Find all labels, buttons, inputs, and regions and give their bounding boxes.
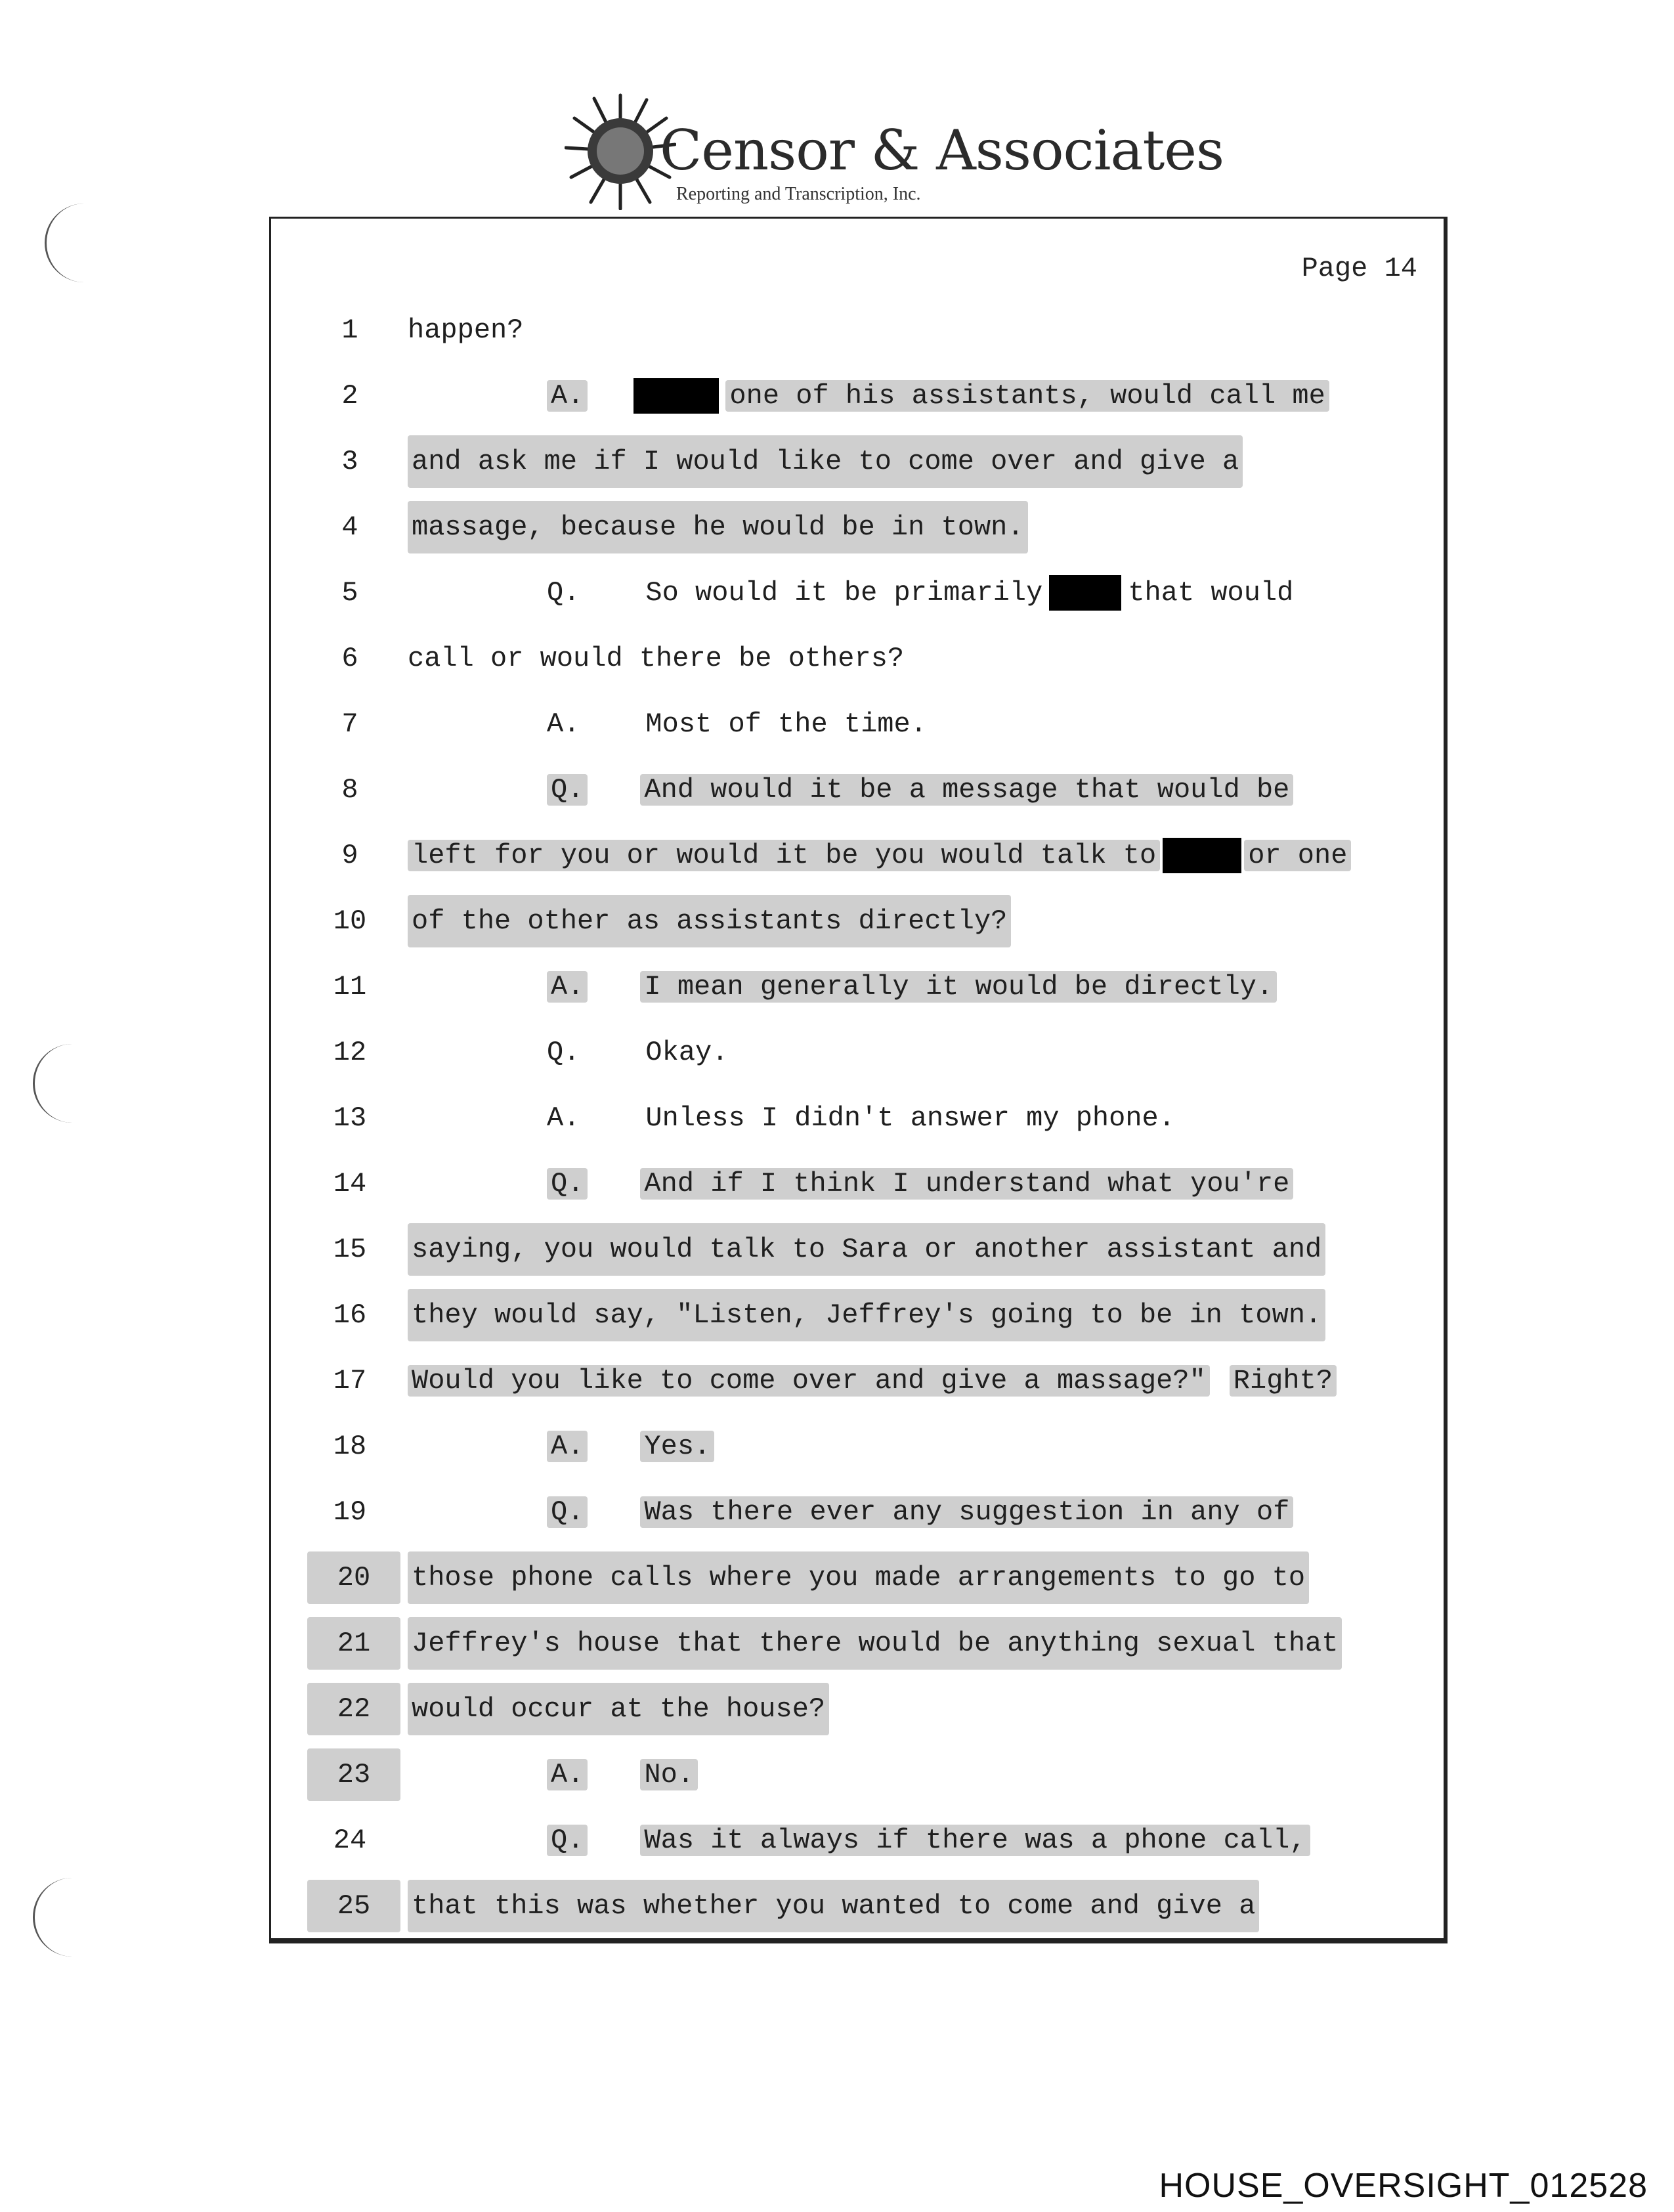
company-logo xyxy=(565,92,1224,217)
redaction-block xyxy=(1049,575,1121,611)
line-number: 13 xyxy=(333,1102,367,1134)
line-text-cont: that would xyxy=(1128,577,1294,609)
line-text: happen? xyxy=(408,314,524,346)
speaker-label: A. xyxy=(547,1759,588,1790)
line-text: Jeffrey's house that there would be anything sexual that xyxy=(408,1617,1342,1670)
line-number: 4 xyxy=(341,511,358,543)
line-text: one of his assistants, would call me xyxy=(725,380,1329,412)
line-number: 3 xyxy=(341,446,358,477)
line-text: call or would there be others? xyxy=(408,643,905,674)
line-text-cont: Right? xyxy=(1230,1365,1337,1397)
line-number: 15 xyxy=(333,1234,367,1265)
speaker-label: Q. xyxy=(547,1496,588,1528)
speaker-label: A. xyxy=(547,1102,580,1134)
binder-hole xyxy=(33,1044,87,1123)
line-text: Would you like to come over and give a massage?" xyxy=(408,1365,1210,1397)
line-text: Was it always if there was a phone call, xyxy=(640,1825,1310,1856)
line-number: 16 xyxy=(333,1299,367,1331)
line-text: that this was whether you wanted to come and give a xyxy=(408,1880,1259,1932)
line-text: And if I think I understand what you're xyxy=(640,1168,1293,1200)
line-number: 2 xyxy=(341,380,358,412)
line-number: 14 xyxy=(333,1168,367,1200)
speaker-label: Q. xyxy=(547,1825,588,1856)
line-text: Okay. xyxy=(645,1037,729,1068)
speaker-label: A. xyxy=(547,708,580,740)
logo-subtitle: Reporting and Transcription, Inc. xyxy=(676,184,921,204)
line-number: 21 xyxy=(307,1617,400,1670)
line-number: 11 xyxy=(333,971,367,1003)
page-number: Page 14 xyxy=(1301,253,1417,284)
line-number: 5 xyxy=(341,577,358,609)
line-text: Unless I didn't answer my phone. xyxy=(645,1102,1175,1134)
redaction-block xyxy=(633,378,719,414)
redaction-block xyxy=(1163,838,1241,873)
line-text: saying, you would talk to Sara or another assistant and xyxy=(408,1223,1325,1276)
document-id: HOUSE_OVERSIGHT_012528 xyxy=(1159,2167,1648,2205)
line-number: 20 xyxy=(307,1551,400,1604)
line-text-cont: or one xyxy=(1244,840,1351,871)
line-text: So would it be primarily xyxy=(645,577,1043,609)
speaker-label: A. xyxy=(547,1431,588,1462)
line-number: 12 xyxy=(333,1037,367,1068)
line-number: 22 xyxy=(307,1683,400,1735)
line-text: and ask me if I would like to come over and give a xyxy=(408,435,1243,488)
line-number: 7 xyxy=(341,708,358,740)
line-number: 24 xyxy=(333,1825,367,1856)
binder-hole xyxy=(45,204,99,282)
speaker-label: Q. xyxy=(547,774,588,806)
line-text: Yes. xyxy=(640,1431,714,1462)
speaker-label: A. xyxy=(547,971,588,1003)
speaker-label: Q. xyxy=(547,1037,580,1068)
speaker-label: A. xyxy=(547,380,588,412)
line-text: would occur at the house? xyxy=(408,1683,829,1735)
line-number: 1 xyxy=(341,314,358,346)
line-text: left for you or would it be you would talk to xyxy=(408,840,1160,871)
line-number: 6 xyxy=(341,643,358,674)
binder-hole xyxy=(33,1878,87,1957)
line-number: 8 xyxy=(341,774,358,806)
transcript-frame xyxy=(269,217,1448,1943)
speaker-label: Q. xyxy=(547,577,580,609)
line-number: 19 xyxy=(333,1496,367,1528)
line-text: they would say, "Listen, Jeffrey's going to be in town. xyxy=(408,1289,1325,1341)
line-number: 17 xyxy=(333,1365,367,1397)
line-number: 23 xyxy=(307,1748,400,1801)
line-number: 10 xyxy=(333,905,367,937)
line-number: 18 xyxy=(333,1431,367,1462)
line-text: massage, because he would be in town. xyxy=(408,501,1028,553)
line-text: And would it be a message that would be xyxy=(640,774,1293,806)
line-text: those phone calls where you made arrangements to go to xyxy=(408,1551,1309,1604)
speaker-label: Q. xyxy=(547,1168,588,1200)
line-text: Most of the time. xyxy=(645,708,927,740)
line-text: of the other as assistants directly? xyxy=(408,895,1011,947)
line-text: I mean generally it would be directly. xyxy=(640,971,1277,1003)
line-text: No. xyxy=(640,1759,698,1790)
logo-title: Censor & Associates xyxy=(660,118,1224,183)
line-number: 9 xyxy=(341,840,358,871)
line-number: 25 xyxy=(307,1880,400,1932)
line-text: Was there ever any suggestion in any of xyxy=(640,1496,1293,1528)
